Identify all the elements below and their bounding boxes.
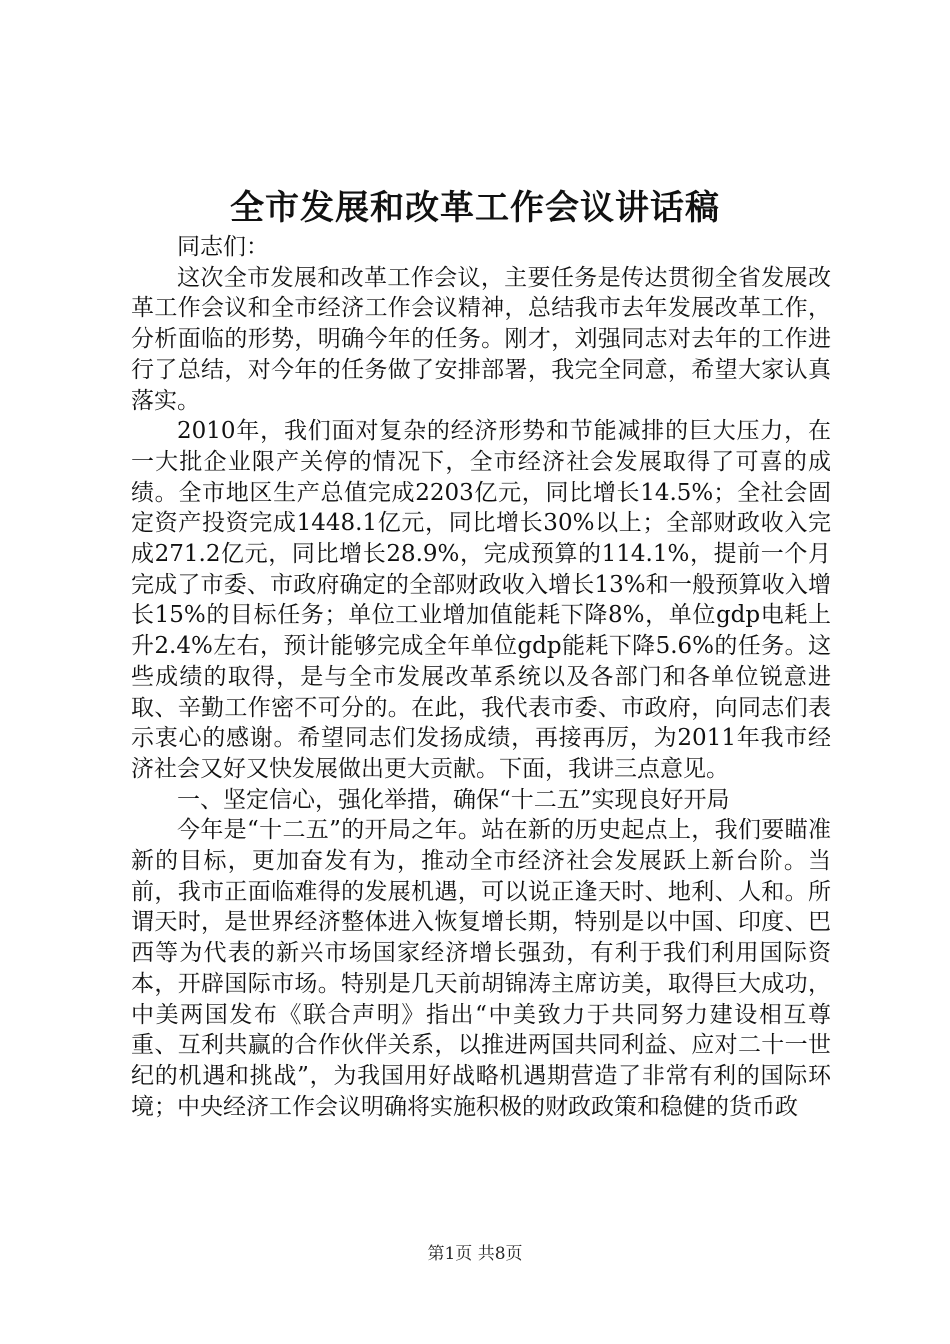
body-paragraph: 2010年，我们面对复杂的经济形势和节能减排的巨大压力，在一大批企业限产关停的情况下，全市经济社会发展取得了可喜的成绩。全市地区生产总值完成2203亿元，同比增长14.5%；全社会固定资产投资完成1448.1亿元，同比增长30%以上；全部财政收入完成271.2亿元，同比增长28.9%，完成预算的114.1%，提前一个月完成了市委、市政府确定的全部财政收入增长13%和一般预算收入增长15%的目标任务；单位工业增加值能耗下降8%，单位gdp电耗上升2.4%左右，预计能够完成全年单位gdp能耗下降5.6%的任务。这些成绩的取得，是与全市发展改革系统以及各部门和各单位锐意进取、辛勤工作密不可分的。在此，我代表市委、市政府，向同志们表示衷心的感谢。希望同志们发扬成绩，再接再厉，为2011年我市经济社会又好又快发展做出更大贡献。下面，我讲三点意见。 (131, 418, 831, 782)
document-body (131, 232, 831, 1122)
body-paragraph: 这次全市发展和改革工作会议，主要任务是传达贯彻全省发展改革工作会议和全市经济工作会议精神，总结我市去年发展改革工作，分析面临的形势，明确今年的任务。刚才，刘强同志对去年的工作进行了总结，对今年的任务做了安排部署，我完全同意，希望大家认真落实。 (131, 264, 831, 414)
document-title: 全市发展和改革工作会议讲话稿 (230, 188, 720, 228)
section-heading: 一、坚定信心，强化举措，确保“十二五”实现良好开局 (177, 786, 730, 813)
body-paragraph: 今年是“十二五”的开局之年。站在新的历史起点上，我们要瞄准新的目标，更加奋发有为，推动全市经济社会发展跃上新台阶。当前，我市正面临难得的发展机遇，可以说正逢天时、地利、人和。所谓天时，是世界经济整体进入恢复增长期，特别是以中国、印度、巴西等为代表的新兴市场国家经济增长强劲，有利于我们利用国际资本，开辟国际市场。特别是几天前胡锦涛主席访美，取得巨大成功，中美两国发布《联合声明》指出“中美致力于共同努力建设相互尊重、互利共赢的合作伙伴关系，以推进两国共同利益、应对二十一世纪的机遇和挑战”，为我国用好战略机遇期营造了非常有利的国际环境；中央经济工作会议明确将实施积极的财政政策和稳健的货币政 (131, 817, 831, 1120)
page-number-footer: 第1页 共8页 (427, 1244, 523, 1264)
salutation-paragraph: 同志们： (177, 234, 269, 260)
